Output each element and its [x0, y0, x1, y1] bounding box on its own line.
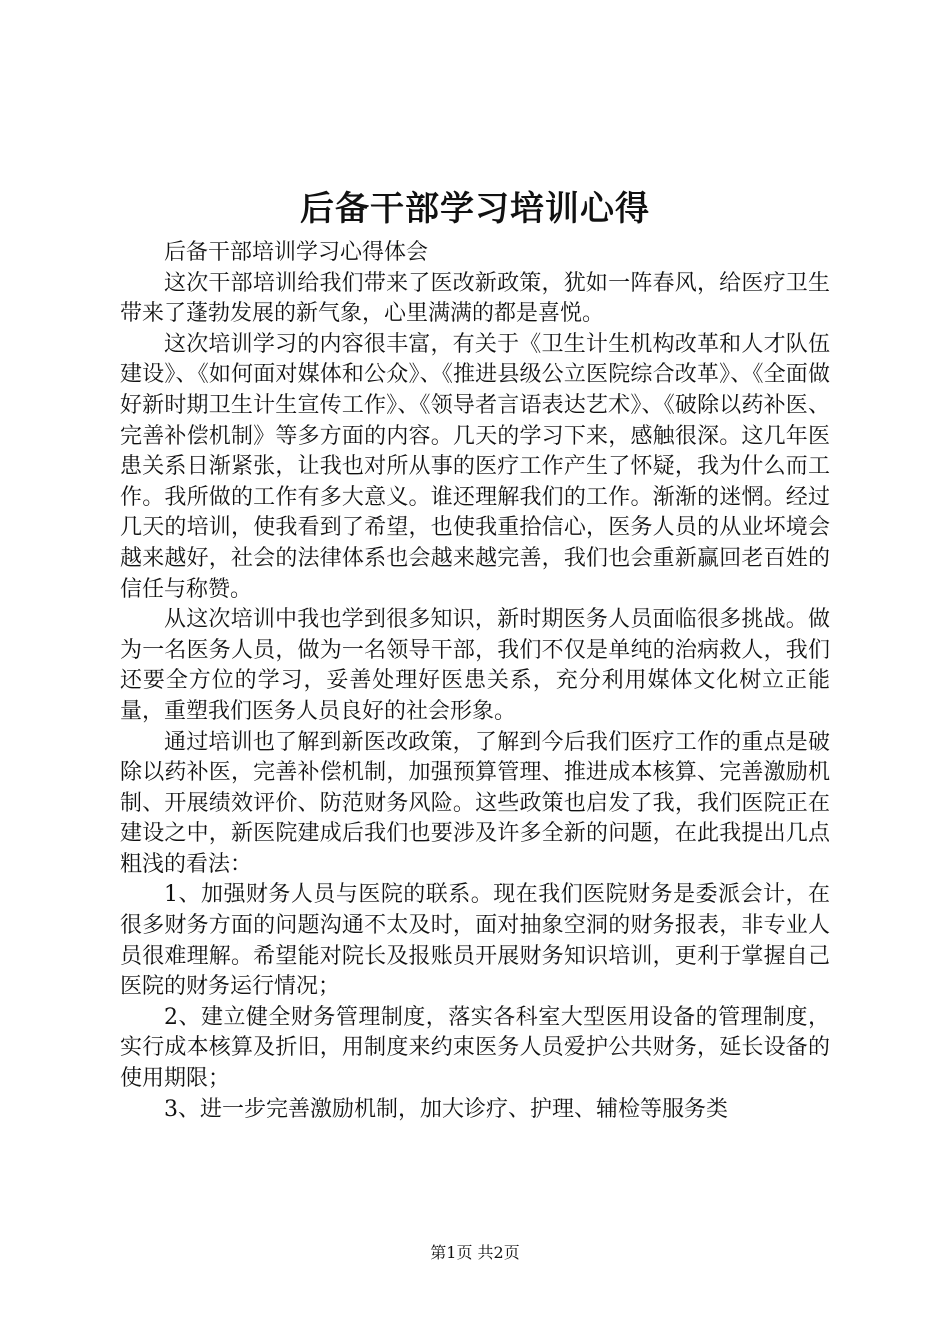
body-paragraph: 这次培训学习的内容很丰富，有关于《卫生计生机构改革和人才队伍建设》、《如何面对媒体和公众》、《推进县级公立医院综合改革》、《全面做好新时期卫生计生宣传工作》、《领导者言语表达艺术》、《破除以药补医、完善补偿机制》等多方面的内容。几天的学习下来，感触很深。这几年医患关系日渐紧张，让我也对所从事的医疗工作产生了怀疑，我为什么而工作。我所做的工作有多大意义。谁还理解我们的工作。渐渐的迷惘。经过几天的培训，使我看到了希望，也使我重拾信心，医务人员的从业坏境会越来越好，社会的法律体系也会越来越完善，我们也会重新赢回老百姓的信任与称赞。 [120, 331, 830, 602]
document-title: 后备干部学习培训心得 [300, 189, 650, 229]
list-item-paragraph: 3、进一步完善激励机制，加大诊疗、护理、辅检等服务类 [164, 1096, 728, 1122]
body-paragraph: 这次干部培训给我们带来了医改新政策，犹如一阵春风，给医疗卫生带来了蓬勃发展的新气象，心里满满的都是喜悦。 [120, 270, 830, 327]
list-item-paragraph: 1、加强财务人员与医院的联系。现在我们医院财务是委派会计，在很多财务方面的问题沟通不太及时，面对抽象空洞的财务报表，非专业人员很难理解。希望能对院长及报账员开展财务知识培训，更利于掌握自己医院的财务运行情况； [120, 882, 830, 1000]
body-paragraph: 从这次培训中我也学到很多知识，新时期医务人员面临很多挑战。做为一名医务人员，做为一名领导干部，我们不仅是单纯的治病救人，我们还要全方位的学习，妥善处理好医患关系，充分利用媒体文化树立正能量，重塑我们医务人员良好的社会形象。 [120, 607, 830, 724]
body-paragraph: 通过培训也了解到新医改政策，了解到今后我们医疗工作的重点是破除以药补医，完善补偿机制，加强预算管理、推进成本核算、完善激励机制、开展绩效评价、防范财务风险。这些政策也启发了我，我们医院正在建设之中，新医院建成后我们也要涉及许多全新的问题，在此我提出几点粗浅的看法： [120, 729, 830, 877]
subtitle-paragraph: 后备干部培训学习心得体会 [164, 240, 429, 265]
document-body [120, 238, 830, 1125]
list-item-paragraph: 2、建立健全财务管理制度，落实各科室大型医用设备的管理制度，实行成本核算及折旧，用制度来约束医务人员爱护公共财务，延长设备的使用期限； [120, 1004, 830, 1092]
page-indicator: 第1页 共2页 [430, 1243, 520, 1262]
